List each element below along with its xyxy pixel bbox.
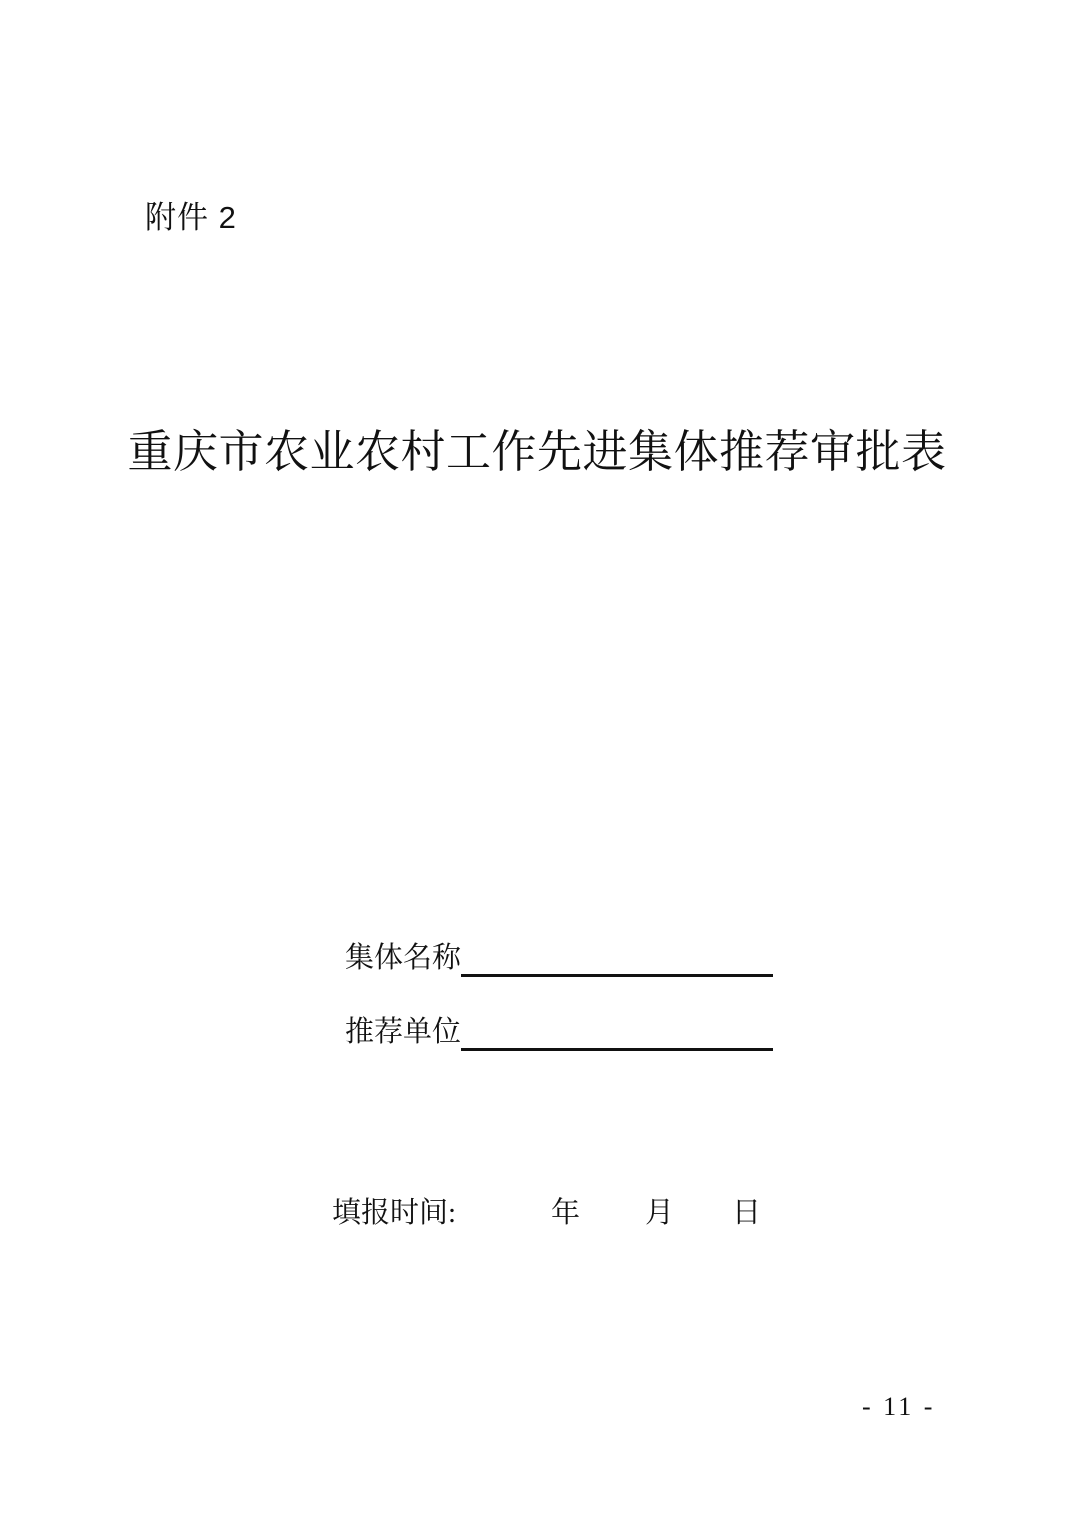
- attachment-label: 附件 2: [145, 200, 237, 235]
- collective-name-label: 集体名称: [345, 942, 462, 974]
- fill-time-label: 填报时间:: [332, 1197, 457, 1229]
- date-line: [0, 1196, 1074, 1232]
- page-number: - 11 -: [862, 1392, 936, 1421]
- field-collective-name: [345, 939, 773, 977]
- recommending-unit-label: 推荐单位: [345, 1016, 462, 1048]
- year-label: 年: [551, 1197, 581, 1229]
- field-recommending-unit: [345, 1013, 773, 1051]
- month-label: 月: [645, 1197, 675, 1229]
- recommending-unit-fill-line: [461, 1013, 773, 1051]
- document-title: 重庆市农业农村工作先进集体推荐审批表: [127, 427, 947, 477]
- collective-name-fill-line: [461, 939, 773, 977]
- day-label: 日: [732, 1197, 762, 1229]
